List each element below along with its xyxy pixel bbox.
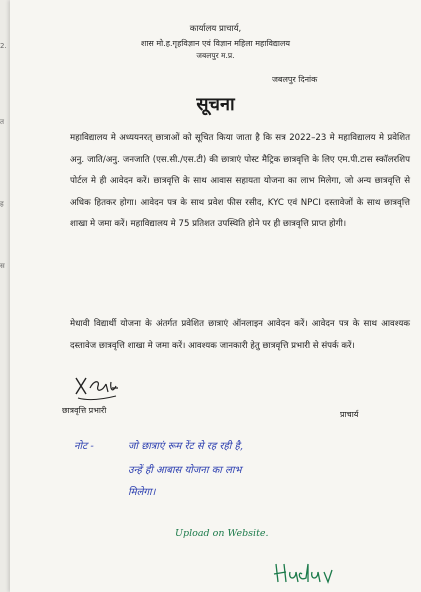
handwritten-initials [272,560,342,590]
edge-mark: ह [0,200,4,208]
note-label: नोट - [74,441,94,452]
note-line: मिलेगा। [128,487,156,498]
upload-note: Upload on Website. [175,528,269,539]
principal-label: प्राचार्य [340,410,359,419]
note-line: उन्हें ही आबास योजना का लाभ [128,465,242,476]
date-label: जबलपुर दिनांक [272,75,318,84]
office-heading: कार्यालय प्राचार्य, [189,24,242,34]
edge-mark: स [0,262,5,270]
scholarship-incharge-label: छात्रवृत्ति प्रभारी [62,406,107,415]
notice-paragraph-1: महाविद्यालय मे अध्ययनरत् छात्राओं को सूचित किया जाता है कि सत्र 2022–23 मे महाविद्यालय मे प्रवेशित अनु. जाति/अनु. जनजाति (एस.सी./एस.टी) की छात्राएं पोस्ट मैट्रिक छात्रवृत्ति के लिए एम.पी.टास स्कॉलरशिप पोर्टल मे ही आवेदन करें। छात्रवृत्ति के साथ आवास सहायता योजना का लाभ मिलेगा, जो अन्य छात्रवृत्ति से अधिक हितकर होगा। आवेदन पत्र के साथ प्रवेश फीस रसीद, KYC एवं NPCI दस्तावेजों के साथ छात्रवृत्ति शाखा मे जमा करें। महाविद्यालय मे 75 प्रतिशत उपस्थिति होने पर ही छात्रवृत्ति प्राप्त होगी। [70,133,410,229]
notice-paragraph-2: मेधावी विद्यार्थी योजना के अंतर्गत प्रवेशित छात्राएं ऑनलाइन आवेदन करें। आवेदन पत्र के साथ आवश्यक दस्तावेज छात्रवृत्ति शाखा मे जमा करें। आवश्यक जानकारी हेतु छात्रवृत्ति प्रभारी से संपर्क करें। [70,319,410,351]
document-page [10,0,421,592]
college-location: जबलपुर म.प्र. [196,51,235,60]
edge-mark: त [0,118,4,126]
note-line: जो छात्राएं रूम रेंट से रह रही है, [128,441,244,452]
edge-mark: 2. [0,42,7,50]
notice-title: सूचना [196,94,235,115]
college-name: शास मो.ह.गृहविज्ञान एवं विज्ञान महिला महाविद्यालय [140,39,291,48]
handwritten-signature [72,372,122,408]
